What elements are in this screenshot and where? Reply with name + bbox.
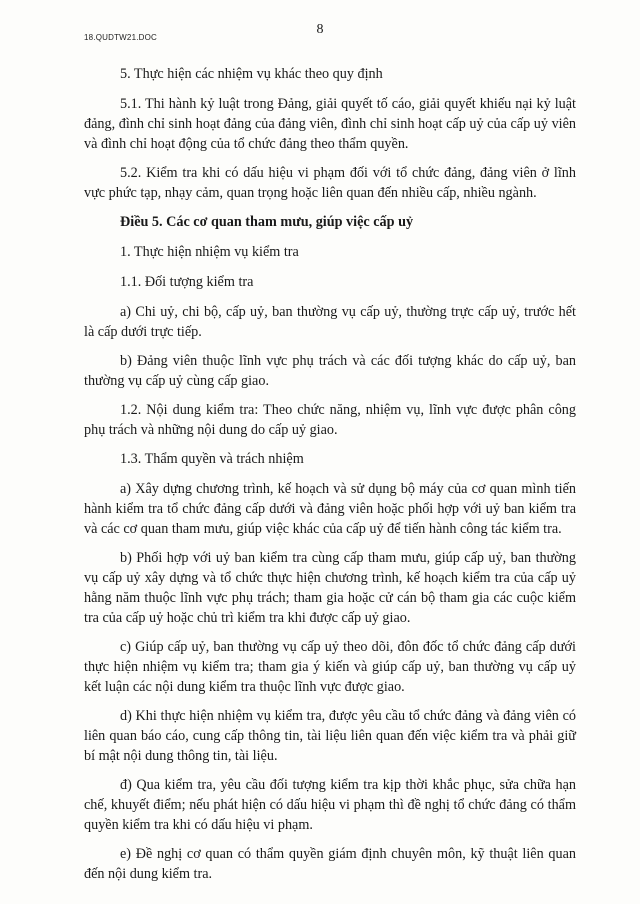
document-body <box>84 64 576 893</box>
paragraph: 5.1. Thi hành kỷ luật trong Đảng, giải quyết tố cáo, giải quyết khiếu nại kỷ luật đảng, đình chỉ sinh hoạt đảng của đảng viên, đình chỉ sinh hoạt cấp uỷ của cấp uỷ viên và đình chỉ hoạt động của tổ chức đảng theo thẩm quyền. <box>84 96 576 152</box>
paragraph: b) Phối hợp với uỷ ban kiểm tra cùng cấp tham mưu, giúp cấp uỷ, ban thường vụ cấp uỷ xây dựng và tổ chức thực hiện chương trình, kế hoạch kiểm tra của cấp uỷ hằng năm thuộc lĩnh vực phụ trách; tham gia hoặc cử cán bộ tham gia các cuộc kiểm tra của cấp uỷ hoặc chủ trì kiểm tra khi được cấp uỷ giao. <box>84 550 576 626</box>
paragraph: đ) Qua kiểm tra, yêu cầu đối tượng kiểm tra kịp thời khắc phục, sửa chữa hạn chế, khuyết điểm; nếu phát hiện có dấu hiệu vi phạm thì đề nghị tổ chức đảng có thẩm quyền kiểm tra khi có dấu hiệu vi phạm. <box>84 777 576 833</box>
paragraph: c) Giúp cấp uỷ, ban thường vụ cấp uỷ theo dõi, đôn đốc tổ chức đảng cấp dưới thực hiện nhiệm vụ kiểm tra; tham gia ý kiến và giúp cấp uỷ, ban thường vụ cấp uỷ kết luận các nội dung kiểm tra thuộc lĩnh vực được giao. <box>84 639 576 695</box>
paragraph: b) Đảng viên thuộc lĩnh vực phụ trách và các đối tượng khác do cấp uỷ, ban thường vụ cấp uỷ cùng cấp giao. <box>84 353 576 389</box>
article-heading: Điều 5. Các cơ quan tham mưu, giúp việc cấp uỷ <box>120 214 414 230</box>
paragraph: e) Đề nghị cơ quan có thẩm quyền giám định chuyên môn, kỹ thuật liên quan đến nội dung kiểm tra. <box>84 846 576 882</box>
paragraph: 1.2. Nội dung kiểm tra: Theo chức năng, nhiệm vụ, lĩnh vực được phân công phụ trách và những nội dung do cấp uỷ giao. <box>84 402 576 438</box>
page-number: 8 <box>316 22 324 37</box>
paragraph: a) Chi uỷ, chi bộ, cấp uỷ, ban thường vụ cấp uỷ, thường trực cấp uỷ, trước hết là cấp dưới trực tiếp. <box>84 304 576 340</box>
subsection-heading: 1.3. Thẩm quyền và trách nhiệm <box>120 451 304 467</box>
paragraph: d) Khi thực hiện nhiệm vụ kiểm tra, được yêu cầu tổ chức đảng và đảng viên có liên quan báo cáo, cung cấp thông tin, tài liệu liên quan đến việc kiểm tra và phải giữ bí mật nội dung thông tin, tài liệu. <box>84 708 576 764</box>
paragraph: 5.2. Kiểm tra khi có dấu hiệu vi phạm đối với tổ chức đảng, đảng viên ở lĩnh vực phức tạp, nhạy cảm, quan trọng hoặc liên quan đến nhiều cấp, nhiều ngành. <box>84 165 576 201</box>
subsection-heading: 1.1. Đối tượng kiểm tra <box>120 274 254 290</box>
paragraph: a) Xây dựng chương trình, kế hoạch và sử dụng bộ máy của cơ quan mình tiến hành kiểm tra tổ chức đảng cấp dưới và đảng viên hoặc phối hợp với uỷ ban kiểm tra và các cơ quan tham mưu, giúp việc khác của cấp uỷ để tiến hành công tác kiểm tra. <box>84 481 576 537</box>
section-heading: 1. Thực hiện nhiệm vụ kiểm tra <box>120 244 299 260</box>
file-name: 18.QUDTW21.DOC <box>84 33 158 42</box>
section-heading: 5. Thực hiện các nhiệm vụ khác theo quy định <box>120 66 383 82</box>
